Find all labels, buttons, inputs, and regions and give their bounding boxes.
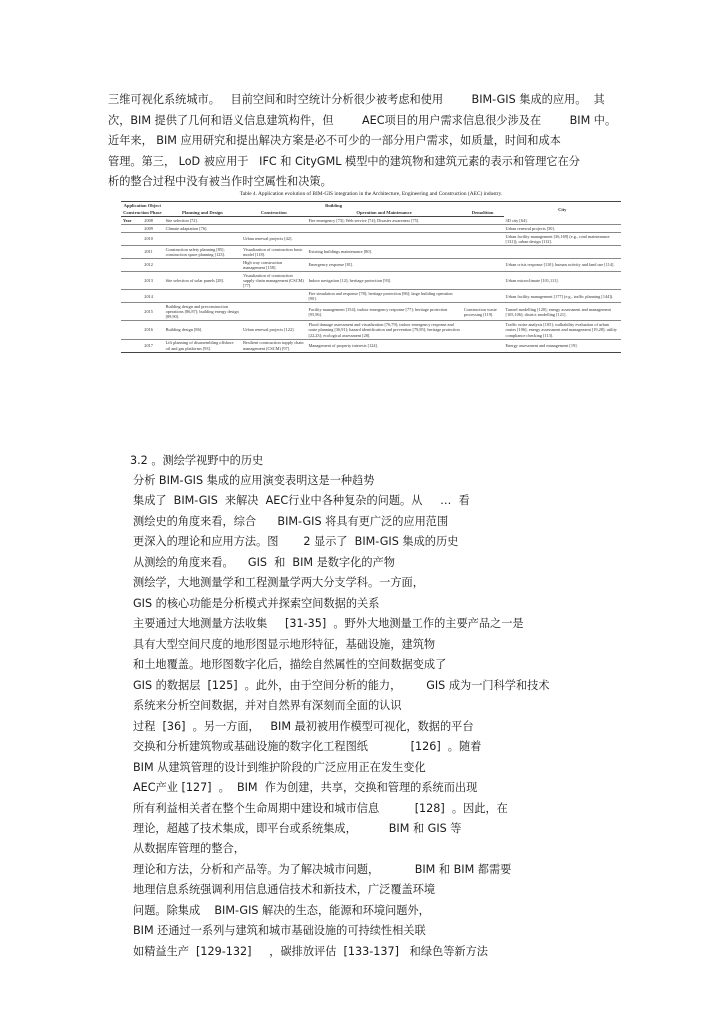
- cell-year-label: [121, 246, 134, 259]
- text-line: 次，BIM 提供了几何和语义信息建筑构件，但 AEC项目的用户需求信息很少涉及在 BIM 中。: [108, 113, 617, 127]
- cell-operation: Facility management [154]; indoor emergency response [77]; heritage protection [95,96].: [306, 303, 461, 321]
- cell-city: Traffic noise analysis [105]; walkability evaluation of urban routes [106]; energy assessment and management [19,28]; utility compliance checking [113].: [504, 321, 621, 339]
- cell-year: 2010: [134, 233, 164, 246]
- cell-construction: Resilient construction supply chain management (CSCM) [97].: [241, 339, 306, 352]
- cell-planning: Building design and preconstruction operations [86,87]; building energy design [89,90].: [164, 303, 241, 321]
- cell-planning: Site selection [72].: [165, 218, 198, 224]
- text-line: 近年来， BIM 应用研究和提出解决方案是必不可少的一部分用户需求，如质量，时间和成本: [108, 134, 561, 147]
- cell-demolition: [462, 246, 504, 259]
- cell-demolition: Construction waste processing [119].: [462, 303, 504, 321]
- cell-construction: [241, 217, 306, 225]
- cell-demolition: [462, 290, 504, 303]
- table-row: [121, 259, 621, 272]
- cell-city: Urban microclimate [101,111].: [504, 272, 621, 290]
- cell-planning: Construction safety planning [85]; construction space planning [123].: [164, 246, 241, 259]
- text-line: 地理信息系统强调利用信息通信技术和新技术，广泛覆盖环境: [133, 883, 436, 897]
- text-line: 如精益生产 [129-132] ，碳排放评估 [133-137] 和绿色等新方法: [133, 944, 488, 958]
- text-line: AEC产业 [127] 。 BIM 作为创建，共享，交换和管理的系统而出现: [133, 781, 478, 795]
- header-construction-phase: Construction Phase: [121, 209, 164, 217]
- text-line: 过程 [36] 。另一方面， BIM 最初被用作模型可视化，数据的平台: [133, 719, 474, 733]
- cell-construction: Urban renewal projects [122].: [241, 321, 306, 339]
- cell-year: 2015: [134, 303, 164, 321]
- cell-year: 2011: [134, 246, 164, 259]
- cell-planning: Building design [86].: [164, 321, 241, 339]
- text-line: 和土地覆盖。地形图数字化后，描绘自然属性的空间数据变成了: [133, 658, 447, 672]
- header-city: City: [504, 202, 621, 217]
- table-row: [121, 233, 621, 246]
- cell-city: Urban renewal projects [30].: [504, 225, 621, 233]
- cell-year-label: [121, 225, 134, 233]
- cell-city: Urban facility management [36,169] (e.g., road maintenance [131]); urban design [112].: [504, 233, 621, 246]
- text-line: 更深入的理论和应用方法。图 2 显示了 BIM-GIS 集成的历史: [133, 535, 459, 549]
- text-line: 所有利益相关者在整个生命周期中建设和城市信息 [128] 。因此，在: [133, 801, 508, 815]
- body-paragraph: [133, 471, 550, 962]
- cell-construction: [241, 225, 306, 233]
- cell-operation: Fire emergency [73]; Web service [74]; Disaster awareness [75].: [308, 218, 420, 224]
- cell-demolition: [462, 225, 504, 233]
- cell-construction: High way construction management [158].: [241, 259, 306, 272]
- cell-operation: Indoor navigation [12]; heritage protection [93].: [306, 272, 461, 290]
- text-line: 三维可视化系统城市。 目前空间和时空统计分析很少被考虑和使用 BIM-GIS 集成的应用。 其: [108, 93, 605, 106]
- text-line: 测绘史的角度来看，综合 BIM-GIS 将具有更广泛的应用范围: [133, 514, 449, 528]
- text-line: GIS 的核心功能是分析模式并探索空间数据的关系: [133, 596, 380, 610]
- text-line: BIM 从建筑管理的设计到维护阶段的广泛应用正在发生变化: [133, 760, 426, 774]
- header-demolition: Demolition: [462, 209, 504, 217]
- table-row: [121, 339, 621, 352]
- table-figure: [121, 191, 621, 353]
- cell-construction: [241, 303, 306, 321]
- cell-year-label: [121, 272, 134, 290]
- cell-operation: [306, 225, 461, 233]
- cell-city: 3D city [64].: [505, 217, 528, 223]
- cell-demolition: [462, 259, 504, 272]
- cell-operation: Emergency response [81].: [306, 259, 461, 272]
- cell-planning: Site selection of solar panels [28].: [164, 272, 241, 290]
- cell-year-label: [121, 259, 134, 272]
- text-line: 交换和分析建筑物或基础设施的数字化工程图纸 [126] 。随着: [133, 740, 482, 754]
- cell-planning: [164, 259, 241, 272]
- cell-construction: Visualization of construction basic model [118].: [241, 246, 306, 259]
- cell-year-label: [121, 321, 134, 339]
- table-row: [121, 303, 621, 321]
- cell-operation: [306, 233, 461, 246]
- cell-year-label: [121, 339, 134, 352]
- text-line: 从数据库管理的整合，: [133, 842, 245, 856]
- text-line: GIS 的数据层 [125] 。此外，由于空间分析的能力， GIS 成为一门科学和技术: [133, 678, 550, 692]
- header-application-object: Application Object: [121, 202, 164, 210]
- cell-planning: Lift planning of disassembling offshore oil and gas platforms [93].: [164, 339, 241, 352]
- cell-operation: Fire simulation and response [78]; heritage protection [86]; large building operation [90].: [306, 290, 461, 303]
- intro-paragraph: [108, 90, 616, 193]
- cell-year: 2014: [134, 290, 164, 303]
- cell-year: 2009: [134, 225, 164, 233]
- cell-planning: [164, 290, 241, 303]
- cell-construction: Urban renewal projects [42].: [241, 233, 306, 246]
- cell-year-label: [121, 233, 134, 246]
- text-line: 理论，超越了技术集成，即平台或系统集成， BIM 和 GIS 等: [133, 821, 462, 835]
- cell-demolition: [462, 233, 504, 246]
- cell-city: Urban facility management [177] (e.g., traffic planning [144]).: [504, 290, 621, 303]
- table-row: [121, 225, 621, 233]
- cell-demolition: [462, 321, 504, 339]
- header-operation: Operation and Maintenance: [306, 209, 461, 217]
- cell-year-label: [121, 290, 134, 303]
- cell-operation: Management of property interests [124].: [306, 339, 461, 352]
- text-line: 系统来分析空间数据，并对自然界有深刻而全面的认识: [133, 699, 402, 713]
- application-evolution-table: [121, 201, 621, 353]
- cell-construction: Visualization of construction supply chain management (CSCM) [77].: [241, 272, 306, 290]
- text-line: 问题。除集成 BIM-GIS 解决的生态，能源和环境问题外，: [133, 903, 430, 917]
- cell-year: 2008: [144, 218, 153, 224]
- cell-city: Energy assessment and management [19].: [504, 339, 621, 352]
- section-heading: 3.2 。测绘学视野中的历史: [130, 454, 264, 467]
- cell-city: Urban crisis response [110]; human activity and land use [114].: [504, 259, 621, 272]
- table-row: [121, 321, 621, 339]
- cell-operation: Flood damage assessment and visualization [76,79]; indoor emergency response and route planning [36,91]; hazard identification and prevention [79,85]; heritage protection [22,23]; ecological assessment [28].: [306, 321, 461, 339]
- cell-year: 2012: [134, 259, 164, 272]
- header-construction: Construction: [241, 209, 306, 217]
- text-line: 析的整合过程中没有被当作时空属性和决策。: [108, 175, 332, 188]
- table-caption: Table 4. Application evolution of BIM-GIS integration in the Architecture, Engineering and Construction (AEC) industry.: [239, 191, 503, 197]
- cell-construction: [241, 290, 306, 303]
- cell-demolition: [462, 272, 504, 290]
- table-row: [121, 290, 621, 303]
- cell-year-label: Year: [123, 218, 132, 224]
- cell-year-label: [121, 303, 134, 321]
- cell-demolition: [462, 217, 504, 225]
- table-row: [121, 217, 621, 225]
- text-line: 理论和方法，分析和产品等。为了解决城市问题， BIM 和 BIM 都需要: [133, 862, 512, 876]
- cell-year: 2013: [134, 272, 164, 290]
- text-line: 具有大型空间尺度的地形图显示地形特征，基础设施，建筑物: [133, 637, 436, 651]
- cell-planning: [164, 233, 241, 246]
- text-line: 分析 BIM-GIS 集成的应用演变表明这是一种趋势: [133, 474, 375, 487]
- header-planning: Planning and Design: [164, 209, 241, 217]
- cell-city: Tunnel modelling [120]; energy assessment and management [105,106]; district modelling [121].: [504, 303, 621, 321]
- cell-operation: Existing buildings maintenance [80].: [306, 246, 461, 259]
- table-row: [121, 246, 621, 259]
- text-line: 测绘学，大地测量学和工程测量学两大分支学科。一方面，: [133, 576, 424, 590]
- table-row: [121, 272, 621, 290]
- text-line: BIM 还通过一系列与建筑和城市基础设施的可持续性相关联: [133, 924, 426, 938]
- text-line: 主要通过大地测量方法收集 [31-35] 。野外大地测量工作的主要产品之一是: [133, 617, 524, 631]
- cell-year: 2016: [134, 321, 164, 339]
- header-building: Building: [164, 202, 504, 210]
- cell-city: [504, 246, 621, 259]
- cell-demolition: [462, 339, 504, 352]
- text-line: 管理。第三， LoD 被应用于 IFC 和 CityGML 模型中的建筑物和建筑元素的表示和管理它在分: [108, 154, 580, 168]
- cell-year: 2017: [134, 339, 164, 352]
- cell-planning: Climate adaptation [76].: [164, 225, 241, 233]
- text-line: 从测绘的角度来看。 GIS 和 BIM 是数字化的产物: [133, 555, 395, 569]
- text-line: 集成了 BIM-GIS 来解决 AEC行业中各种复杂的问题。从 … 看: [133, 494, 470, 508]
